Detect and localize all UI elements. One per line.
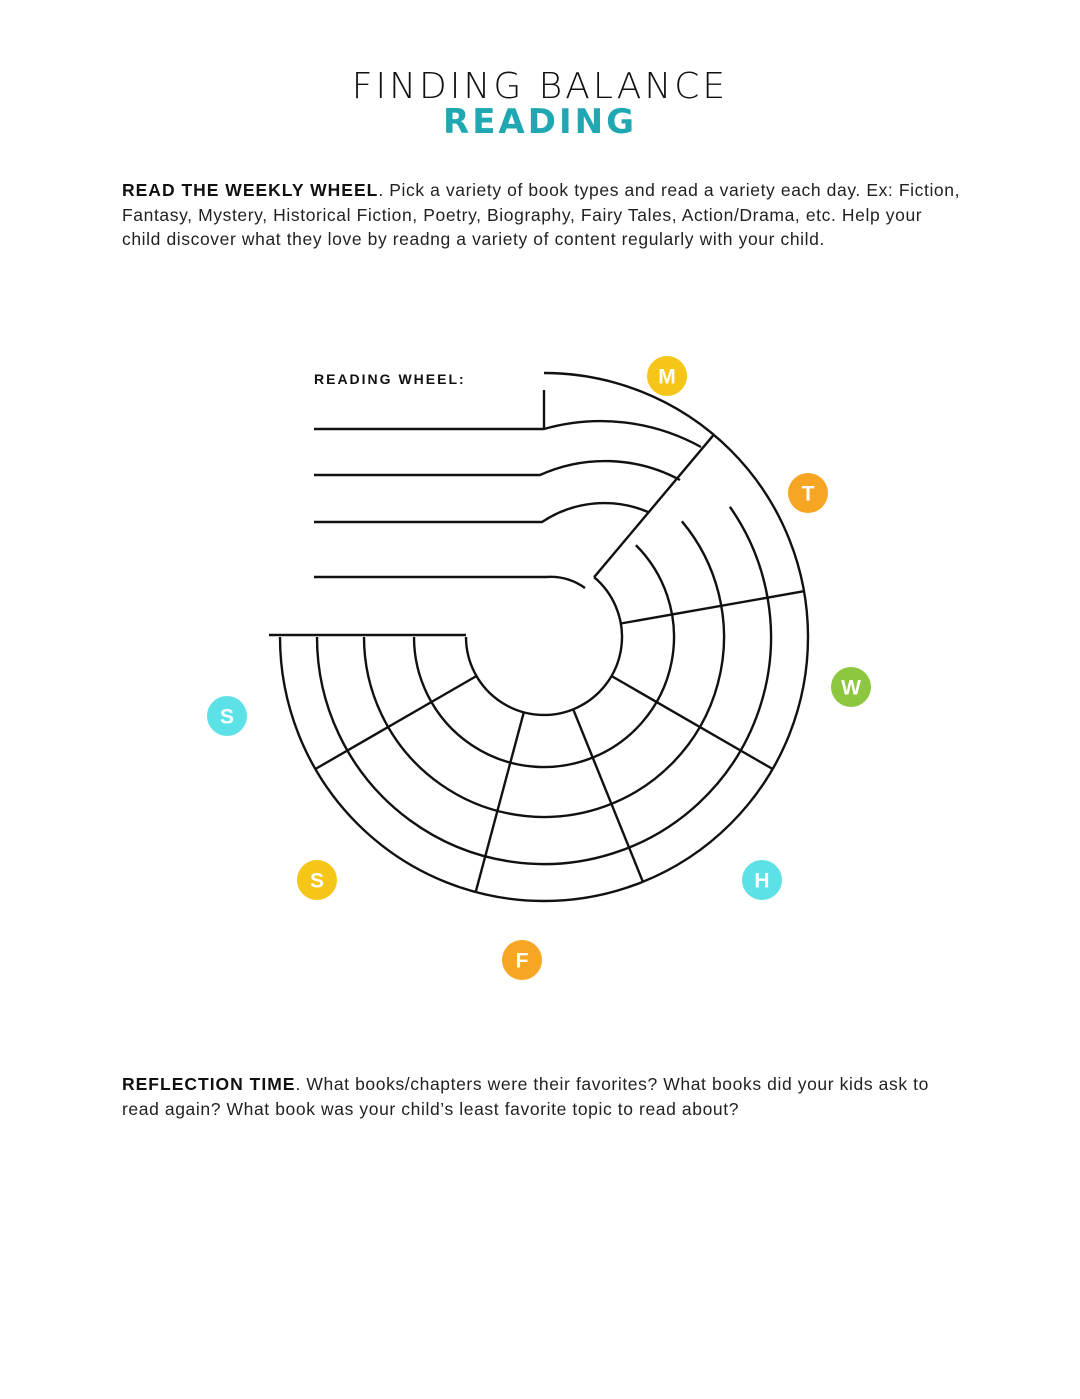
day-letter: M — [658, 365, 676, 389]
day-badge-tuesday — [788, 473, 828, 513]
intro-heading: READ THE WEEKLY WHEEL — [122, 180, 379, 200]
wheel-spoke — [612, 676, 773, 769]
day-letter: S — [309, 869, 325, 893]
reflection-paragraph — [122, 1072, 962, 1121]
day-badge-friday — [502, 940, 542, 980]
day-badge-thursday — [742, 860, 782, 900]
day-badge-wednesday — [831, 667, 871, 707]
writing-line-1[interactable] — [314, 421, 701, 447]
intro-text: . Pick a variety of book types and read a variety each day. Ex: Fiction, Fantasy, Mystery, Historical Fiction, Poetry, Biography, Fairy Tales, Action/Drama, etc. Help your child discover what they love by readng a variety of content regularly with your child. — [122, 180, 961, 249]
day-badge-monday — [647, 356, 687, 396]
writing-line-4[interactable] — [314, 577, 585, 588]
reflection-heading: REFLECTION TIME — [122, 1074, 296, 1094]
wheel-spoke — [594, 435, 714, 577]
day-letter: H — [754, 869, 770, 893]
wheel-ring — [317, 507, 771, 864]
wheel-ring — [414, 545, 674, 767]
reflection-text: . What books/chapters were their favorites? What books did your kids ask to read again? What book was your child’s least favorite topic to read about? — [122, 1074, 929, 1119]
day-badge-saturday — [297, 860, 337, 900]
wheel-spoke — [621, 591, 804, 623]
day-letter: F — [515, 949, 529, 973]
page-subtitle: READING — [443, 102, 637, 142]
wheel-ring — [466, 577, 622, 715]
writing-line-2[interactable] — [314, 461, 680, 480]
wheel-rings — [280, 373, 808, 901]
day-letter: W — [841, 676, 861, 700]
wheel-spoke — [476, 712, 524, 892]
page-title: FINDING BALANCE — [351, 66, 729, 107]
day-letter: S — [219, 705, 235, 729]
wheel-ring — [280, 373, 808, 901]
reading-wheel-label: READING WHEEL: — [314, 371, 466, 387]
day-letter: T — [801, 482, 815, 506]
wheel-spoke — [315, 676, 476, 769]
writing-line-3[interactable] — [314, 503, 648, 522]
day-badge-sunday — [207, 696, 247, 736]
